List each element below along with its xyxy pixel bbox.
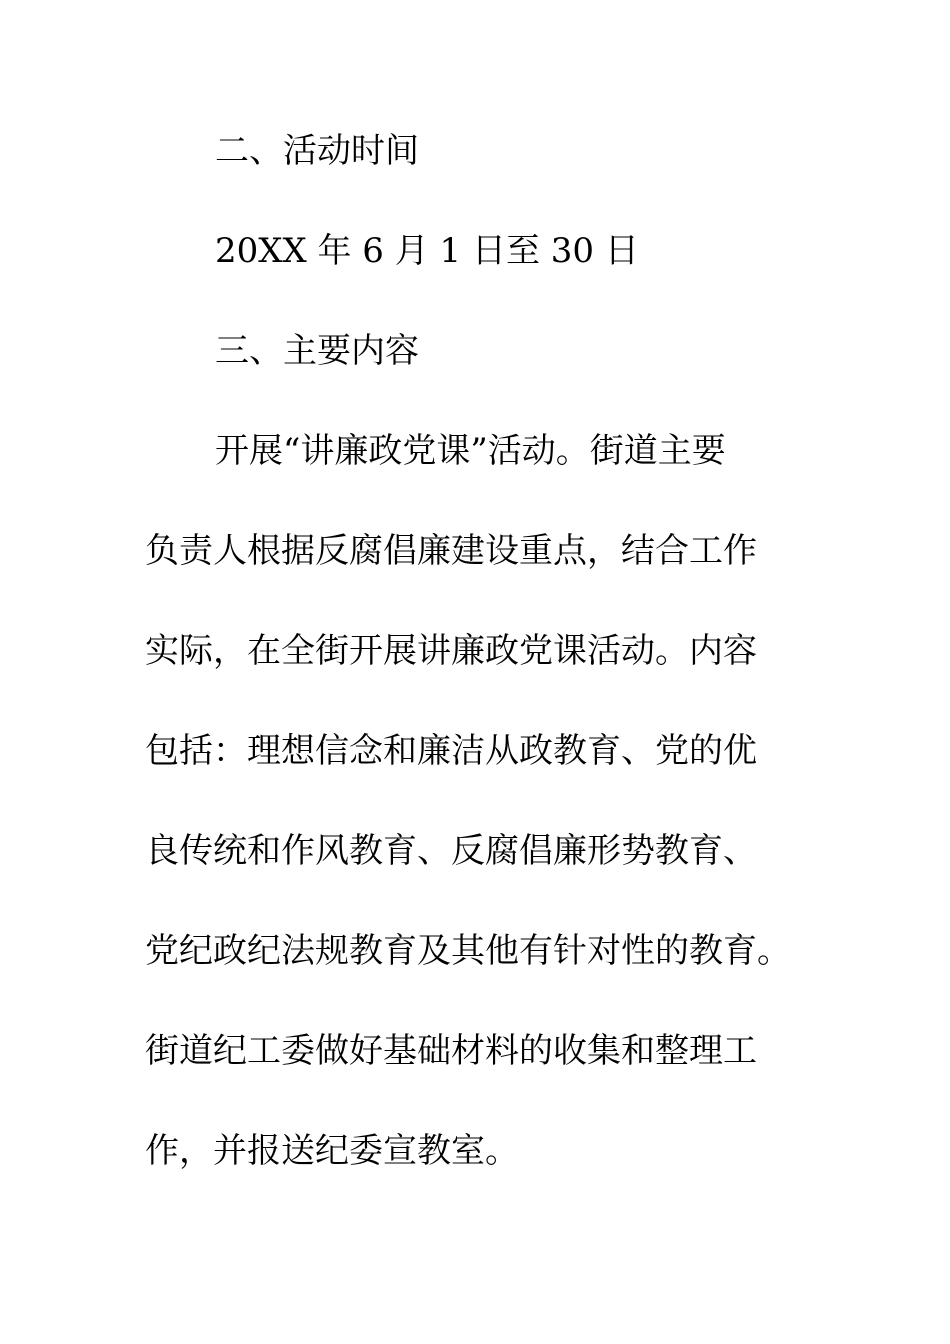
paragraph-line: 街道纪工委做好基础材料的收集和整理工 xyxy=(145,1031,757,1071)
paragraph-line: 作，并报送纪委宣教室。 xyxy=(145,1131,519,1171)
paragraph-line: 开展“讲廉政党课”活动。街道主要 xyxy=(215,431,726,471)
paragraph-line: 实际，在全街开展讲廉政党课活动。内容 xyxy=(145,631,757,671)
paragraph-line: 包括：理想信念和廉洁从政教育、党的优 xyxy=(145,731,757,771)
paragraph-line: 负责人根据反腐倡廉建设重点，结合工作 xyxy=(145,531,757,571)
section-heading-main-content: 三、主要内容 xyxy=(215,331,419,371)
paragraph-line: 良传统和作风教育、反腐倡廉形势教育、 xyxy=(145,831,757,871)
paragraph-line: 党纪政纪法规教育及其他有针对性的教育。 xyxy=(145,931,791,971)
section-heading-activity-time: 二、活动时间 xyxy=(215,131,419,171)
activity-date-text: 20XX 年 6 月 1 日至 30 日 xyxy=(215,231,639,271)
